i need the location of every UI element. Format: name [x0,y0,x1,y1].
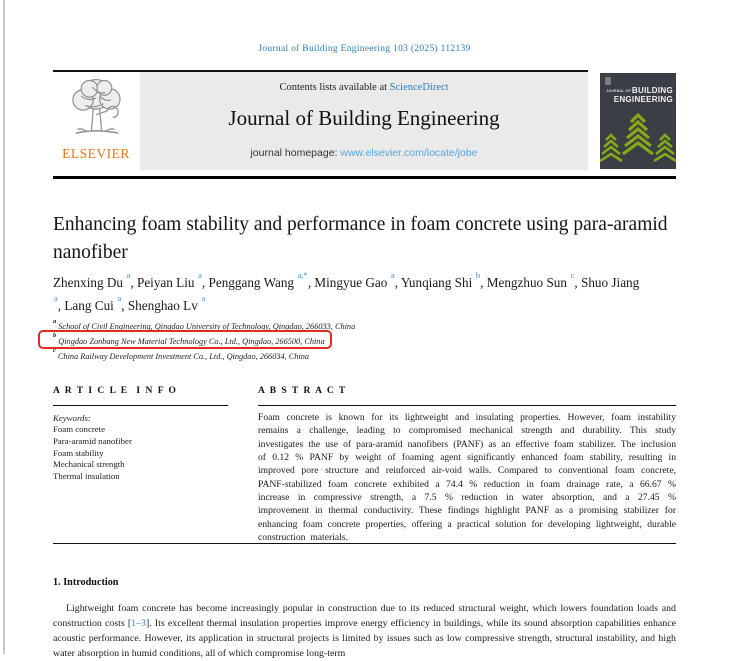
author-affiliation-superscript[interactable]: a [198,270,202,280]
author-name: Yunqiang Shi [400,275,473,291]
author: Zhenxing Du $^a$, [53,270,137,291]
homepage-label: journal homepage: [250,147,341,159]
keywords-list [53,424,228,483]
keyword-item: Para-aramid nanofiber [53,435,132,446]
author: Shuo Jiang $^a$, [54,275,640,314]
author: Penggang Wang $^{a,*}$, [208,270,315,291]
homepage-url-link[interactable]: www.elsevier.com/locate/jobe [340,147,478,159]
cover-engineering: ENGINEERING [613,94,673,104]
keyword-item: Mechanical strength [53,459,125,470]
article-info-section [53,386,228,483]
author: Yunqiang Shi $^b$, [400,270,487,291]
cover-title [602,87,673,104]
running-head-citation[interactable]: Journal of Building Engineering 103 (2025) 112139 [258,44,471,54]
cover-building: BUILDING [631,86,673,95]
sciencedirect-link[interactable]: ScienceDirect [389,82,449,93]
author-affiliation-superscript[interactable]: a,* [297,270,308,280]
elsevier-logo[interactable] [53,74,139,170]
article-info-rule [53,405,228,406]
author-name: Lang Cui [64,298,114,314]
keyword-item: Foam concrete [53,424,106,435]
author-name: Penggang Wang [208,275,295,291]
author-affiliation-superscript[interactable]: a [117,292,122,303]
citation-link-1-3[interactable]: 1–3 [131,618,146,629]
homepage-line [140,147,588,159]
contents-lists-text: Contents lists available at [279,82,390,93]
affiliation-text: Qingdao Zonbang New Material Technology Co., Ltd., Qingdao, 266500, China [58,336,325,346]
abstract-section [258,386,676,544]
intro-text-before-citation: Lightweight foam concrete has become increasingly popular in construction due to its reduced structural weight, which lowers foundation loads and construction costs [ [53,603,676,629]
abstract-rule [258,405,676,406]
author-affiliation-superscript[interactable]: a [201,292,206,303]
info-block-bottom-rule [53,543,676,544]
affiliation-superscript: a [53,317,57,325]
paper-title: Enhancing foam stability and performance in foam concrete using para-aramid nanofiber [53,214,668,263]
article-info-heading: A R T I C L E I N F O [53,386,178,396]
affiliation [53,348,309,363]
affiliation-superscript: b [53,332,57,340]
journal-cover-thumbnail[interactable] [600,73,676,169]
author-name: Mingyue Gao [314,275,388,291]
abstract-text: Foam concrete is known for its lightweight and insulating properties. However, foam instability remains a challenge, leading to compromised mechanical strength and durability. This study investigates the use of para-aramid nanofibers (PANF) as an effective foam stabilizer. The inclusion of 0.12 % PANF by weight of foaming agent significantly enhanced foam stability, resulting in improved pore structure and reinforced air-void walls. Compared to conventional foam concrete, PANF-stabilized foam concrete exhibited a 74.4 % reduction in foam drainage rate, a 66.67 % increase in compressive strength, a 7.5 % reduction in water absorption, and a 27.45 % improvement in thermal conductivity. These findings highlight PANF as a promising stabilizer for enhancing foam concrete properties, offering a practical solution for developing lightweight, durable construction materials. [258,412,676,543]
author-name: Shenghao Lv [127,298,198,314]
cover-journal-of: JOURNAL OF [606,89,631,93]
author: Mingyue Gao $^a$, [314,270,401,291]
affiliation-text: China Railway Development Investment Co., Ltd., Qingdao, 266034, China [57,351,310,361]
author-affiliation-superscript[interactable]: a [390,270,395,280]
affiliation-text: School of Civil Engineering, Qingdao University of Technology, Qingdao, 266033, China [58,321,356,331]
author [127,292,206,314]
banner-bottom-rule [53,176,676,179]
page-left-edge [3,0,5,654]
affiliation [53,318,355,333]
contents-lists-line [140,82,588,93]
author-name: Shuo Jiang [581,275,640,291]
author: Mengzhuo Sun $^c$, [486,270,581,291]
author-list [53,270,643,316]
journal-banner [140,72,588,170]
affiliation-superscript: c [53,347,56,355]
author: Lang Cui $^a$, [64,292,128,314]
author-name: Peiyan Liu [136,275,195,291]
author-name: Zhenxing Du [53,275,123,291]
author-affiliation-superscript[interactable]: a [126,270,131,280]
introduction-paragraph [53,601,676,661]
journal-title: Journal of Building Engineering [228,106,500,130]
abstract-heading: A B S T R A C T [258,386,347,396]
author-affiliation-superscript[interactable]: a [54,292,58,303]
keywords-label: Keywords: [53,413,91,424]
cover-elsevier-mark-icon [605,77,611,85]
author-affiliation-superscript[interactable]: c [570,270,575,280]
elsevier-wordmark: ELSEVIER [62,146,130,161]
elsevier-tree-icon [53,74,139,148]
keyword-item: Thermal insulation [53,471,120,481]
introduction-heading: 1. Introduction [53,577,119,588]
affiliation-list [53,318,676,362]
affiliation-highlighted [53,333,325,348]
author-affiliation-superscript[interactable]: b [475,270,481,280]
author-name: Mengzhuo Sun [486,275,567,291]
keyword-item: Foam stability [53,447,104,458]
author: Peiyan Liu $^a$, [136,270,209,291]
intro-text-after-citation: ]. Its excellent thermal insulation properties improve energy efficiency in buildings, while its sound absorption capabilities enhance acoustic performance. However, its application in structural projects is limited by issues such as low compressive strength, structural instability, and high water absorption in humid conditions, all of which compromise long-term [53,618,677,659]
